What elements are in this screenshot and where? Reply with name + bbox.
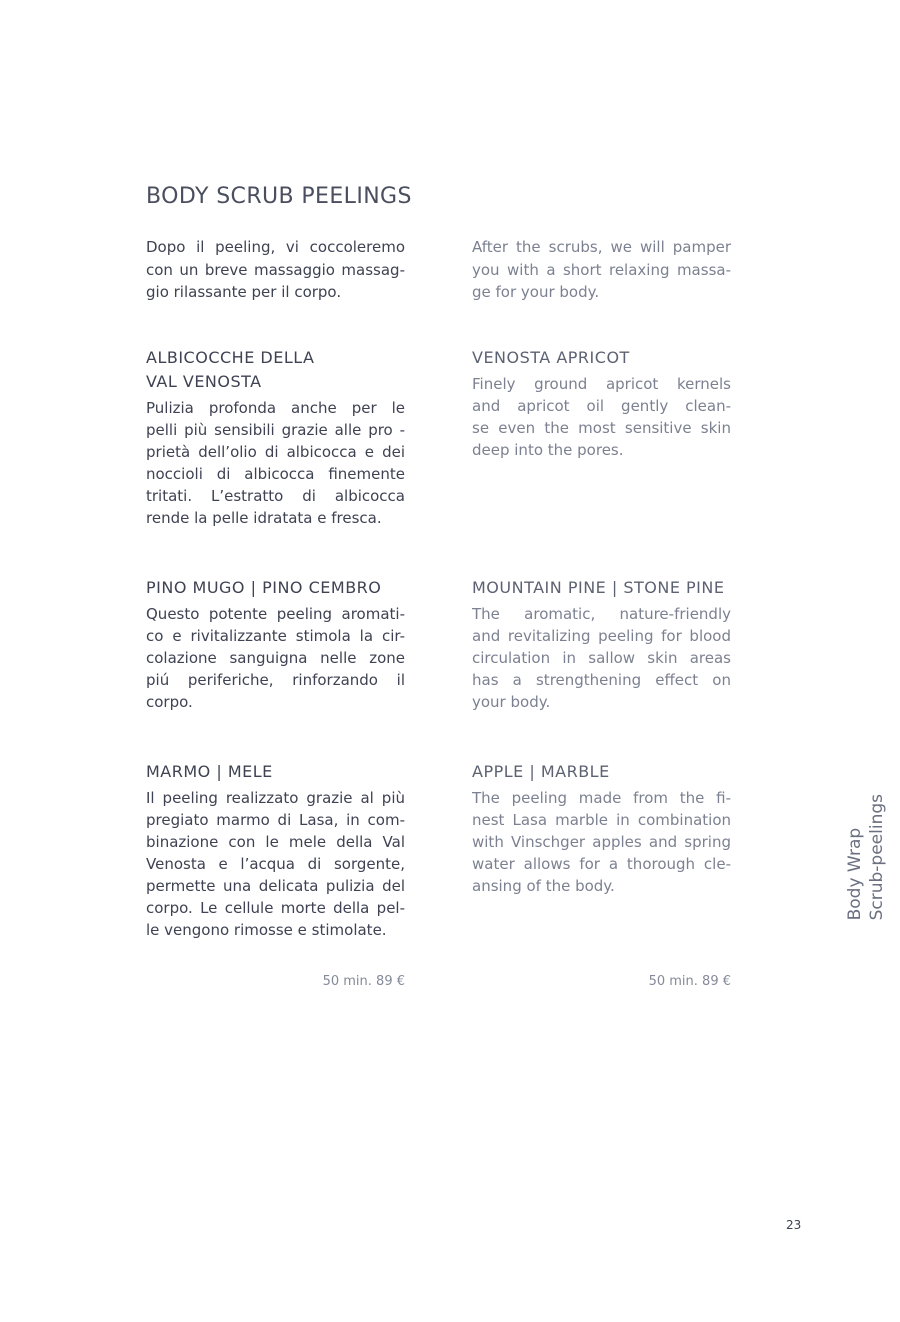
- text-line: prietà dell’olio di albicocca e dei: [146, 443, 405, 461]
- text-line: with Vinschger apples and spring: [472, 833, 731, 851]
- text-line: and apricot oil gently clean-: [472, 397, 731, 415]
- text-line: Dopo il peeling, vi coccoleremo: [146, 238, 405, 256]
- intro-italian-text: [146, 236, 405, 304]
- text-line: has a strengthening effect on: [472, 671, 731, 689]
- section-pine-english: [472, 576, 731, 713]
- text-line: your body.: [472, 693, 551, 711]
- text-line: piú periferiche, rinforzando il: [146, 671, 405, 689]
- text-line: water allows for a thorough cle-: [472, 855, 731, 873]
- intro-italian: [146, 236, 405, 304]
- section-text: [146, 787, 405, 941]
- text-line: pregiato marmo di Lasa, in com-: [146, 811, 405, 829]
- section-marble-italian: [146, 760, 405, 941]
- section-text: [472, 603, 731, 713]
- text-line: you with a short relaxing massa-: [472, 260, 731, 279]
- side-tab: [844, 784, 890, 920]
- section-text: [472, 787, 731, 897]
- text-line: ALBICOCCHE DELLA: [146, 348, 315, 367]
- text-line: nest Lasa marble in combination: [472, 811, 731, 829]
- text-line: noccioli di albicocca finemente: [146, 465, 405, 483]
- text-line: le vengono rimosse e stimolate.: [146, 921, 387, 939]
- text-line: VAL VENOSTA: [146, 372, 262, 391]
- section-heading: [472, 576, 731, 600]
- text-line: and revitalizing peeling for blood: [472, 627, 731, 645]
- section-heading: [472, 760, 731, 784]
- text-line: The peeling made from the fi-: [472, 789, 731, 807]
- text-line: MOUNTAIN PINE | STONE PINE: [472, 578, 725, 597]
- text-line: pelli più sensibili grazie alle pro -: [146, 421, 405, 439]
- text-line: rende la pelle idratata e fresca.: [146, 509, 382, 527]
- text-line: con un breve massaggio massag-: [146, 260, 405, 279]
- price-english: 50 min. 89 €: [648, 974, 731, 989]
- side-tab-label: [844, 794, 888, 920]
- text-line: APPLE | MARBLE: [472, 762, 610, 781]
- text-line: Finely ground apricot kernels: [472, 375, 731, 393]
- text-line: binazione con le mele della Val: [146, 833, 405, 851]
- text-line: permette una delicata pulizia del: [146, 877, 405, 895]
- section-heading: [146, 346, 405, 394]
- section-heading: [146, 760, 405, 784]
- text-line: co e rivitalizzante stimola la cir-: [146, 627, 405, 645]
- text-line: corpo.: [146, 693, 193, 711]
- section-apricot-english: [472, 346, 731, 461]
- section-pine-italian: [146, 576, 405, 713]
- intro-english: [472, 236, 731, 304]
- text-line: corpo. Le cellule morte della pel-: [146, 899, 405, 917]
- section-text: [472, 373, 731, 461]
- text-line: Questo potente peeling aromati-: [146, 605, 405, 623]
- section-heading: [146, 576, 405, 600]
- text-line: Il peeling realizzato grazie al più: [146, 789, 405, 807]
- section-apricot-italian: [146, 346, 405, 529]
- page-title: BODY SCRUB PEELINGS: [146, 184, 412, 209]
- text-line: colazione sanguigna nelle zone: [146, 649, 405, 667]
- text-line: se even the most sensitive skin: [472, 419, 731, 437]
- section-marble-english: [472, 760, 731, 897]
- side-tab-line-2: Scrub-peelings: [867, 793, 887, 920]
- text-line: Venosta e l’acqua di sorgente,: [146, 855, 405, 873]
- text-line: deep into the pores.: [472, 441, 624, 459]
- text-line: tritati. L’estratto di albicocca: [146, 487, 405, 505]
- side-tab-line-1: Body Wrap: [845, 827, 865, 920]
- text-line: VENOSTA APRICOT: [472, 348, 630, 367]
- section-heading: [472, 346, 731, 370]
- text-line: The aromatic, nature-friendly: [472, 605, 731, 623]
- text-line: After the scrubs, we will pamper: [472, 238, 731, 256]
- section-text: [146, 603, 405, 713]
- text-line: PINO MUGO | PINO CEMBRO: [146, 578, 382, 597]
- text-line: Pulizia profonda anche per le: [146, 399, 405, 417]
- text-line: gio rilassante per il corpo.: [146, 283, 342, 301]
- page-number: 23: [786, 1218, 802, 1232]
- text-line: MARMO | MELE: [146, 762, 273, 781]
- text-line: circulation in sallow skin areas: [472, 649, 731, 667]
- text-line: ge for your body.: [472, 283, 600, 301]
- section-text: [146, 397, 405, 529]
- text-line: ansing of the body.: [472, 877, 615, 895]
- price-italian: 50 min. 89 €: [322, 974, 405, 989]
- intro-english-text: [472, 236, 731, 304]
